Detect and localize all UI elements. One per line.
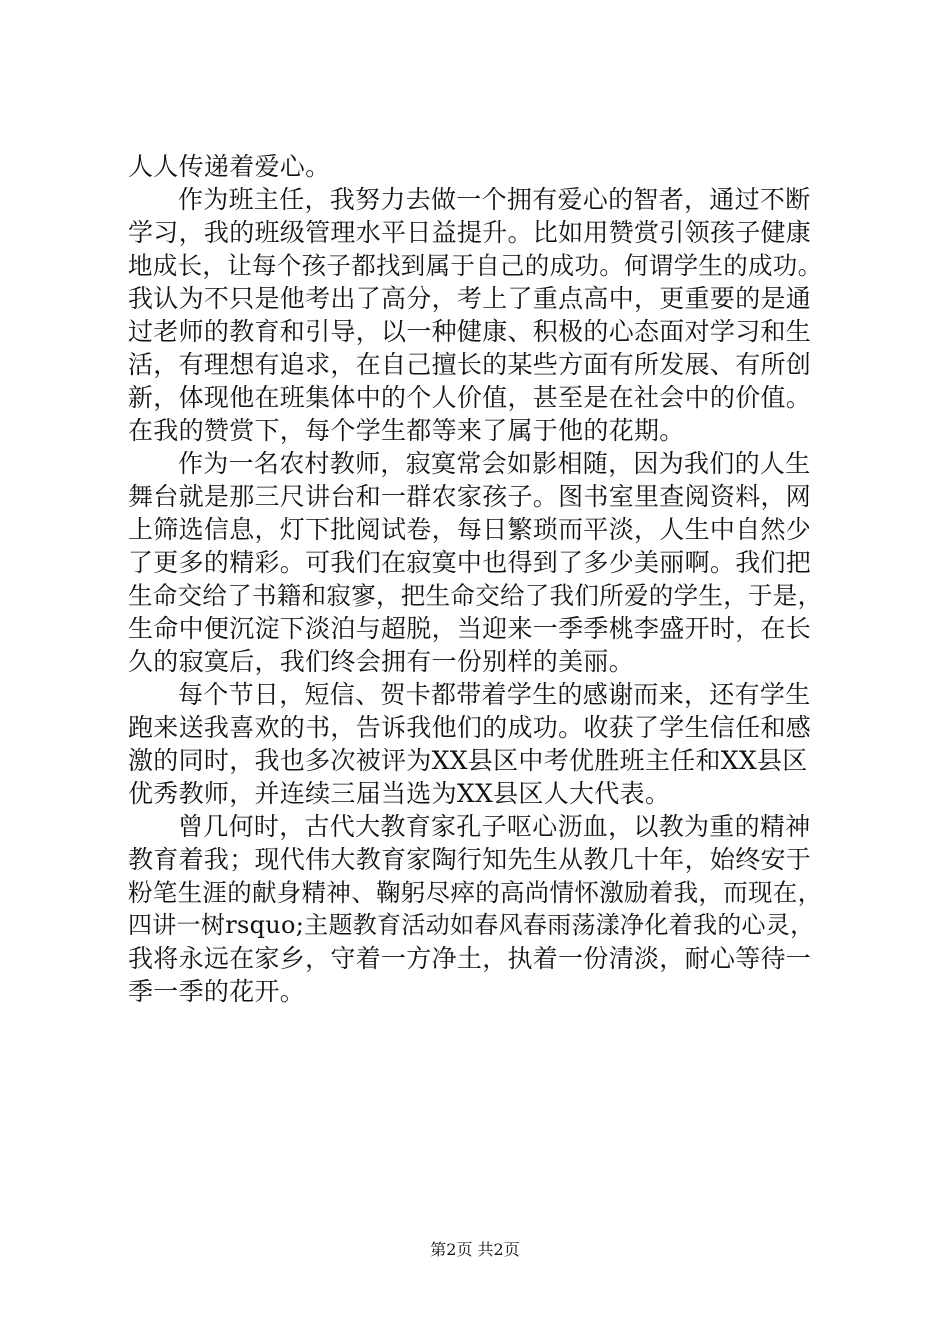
text-line: 久的寂寞后，我们终会拥有一份别样的美丽。 [128, 647, 635, 676]
text-line: 优秀教师，并连续三届当选为XX县区人大代表。 [128, 779, 671, 808]
text-line: 上筛选信息，灯下批阅试卷，每日繁琐而平淡，人生中自然少 [128, 515, 812, 544]
text-line: 我将永远在家乡，守着一方净土，执着一份清淡，耐心等待一 [128, 944, 812, 973]
text-line: 生命交给了书籍和寂寥，把生命交给了我们所爱的学生，于是， [128, 581, 823, 610]
text-line: 每个节日，短信、贺卡都带着学生的感谢而来，还有学生 [178, 680, 811, 709]
text-line: 了更多的精彩。可我们在寂寞中也得到了多少美丽啊。我们把 [128, 548, 812, 577]
text-line: 舞台就是那三尺讲台和一群农家孩子。图书室里查阅资料，网 [128, 482, 812, 511]
text-line: 曾几何时，古代大教育家孔子呕心沥血，以教为重的精神 [178, 812, 811, 841]
text-line: 学习，我的班级管理水平日益提升。比如用赞赏引领孩子健康 [128, 218, 812, 247]
text-line: 教育着我；现代伟大教育家陶行知先生从教几十年，始终安于 [128, 845, 812, 874]
text-line: 活，有理想有追求，在自己擅长的某些方面有所发展、有所创 [128, 350, 812, 379]
text-line: 四讲一树rsquo;主题教育活动如春风春雨荡漾净化着我的心灵， [128, 911, 815, 939]
document-body [128, 150, 828, 1008]
text-line: 跑来送我喜欢的书，告诉我他们的成功。收获了学生信任和感 [128, 713, 812, 742]
text-line: 作为班主任，我努力去做一个拥有爱心的智者，通过不断 [178, 185, 811, 214]
page-number-footer: 第2页 共2页 [430, 1240, 520, 1259]
text-line: 生命中便沉淀下淡泊与超脱，当迎来一季季桃李盛开时，在长 [128, 614, 812, 643]
text-line: 地成长，让每个孩子都找到属于自己的成功。何谓学生的成功。 [128, 251, 823, 280]
text-line: 季一季的花开。 [128, 977, 306, 1006]
text-line: 激的同时，我也多次被评为XX县区中考优胜班主任和XX县区 [128, 746, 808, 775]
text-line: 人人传递着爱心。 [128, 152, 331, 181]
text-line: 新，体现他在班集体中的个人价值，甚至是在社会中的价值。 [128, 383, 812, 412]
text-line: 粉笔生涯的献身精神、鞠躬尽瘁的高尚情怀激励着我，而现在， [128, 878, 823, 907]
text-line: 过老师的教育和引导，以一种健康、积极的心态面对学习和生 [128, 317, 812, 346]
text-line: 我认为不只是他考出了高分，考上了重点高中，更重要的是通 [128, 284, 812, 313]
text-line: 在我的赞赏下，每个学生都等来了属于他的花期。 [128, 416, 685, 445]
text-line: 作为一名农村教师，寂寞常会如影相随，因为我们的人生 [178, 449, 811, 478]
